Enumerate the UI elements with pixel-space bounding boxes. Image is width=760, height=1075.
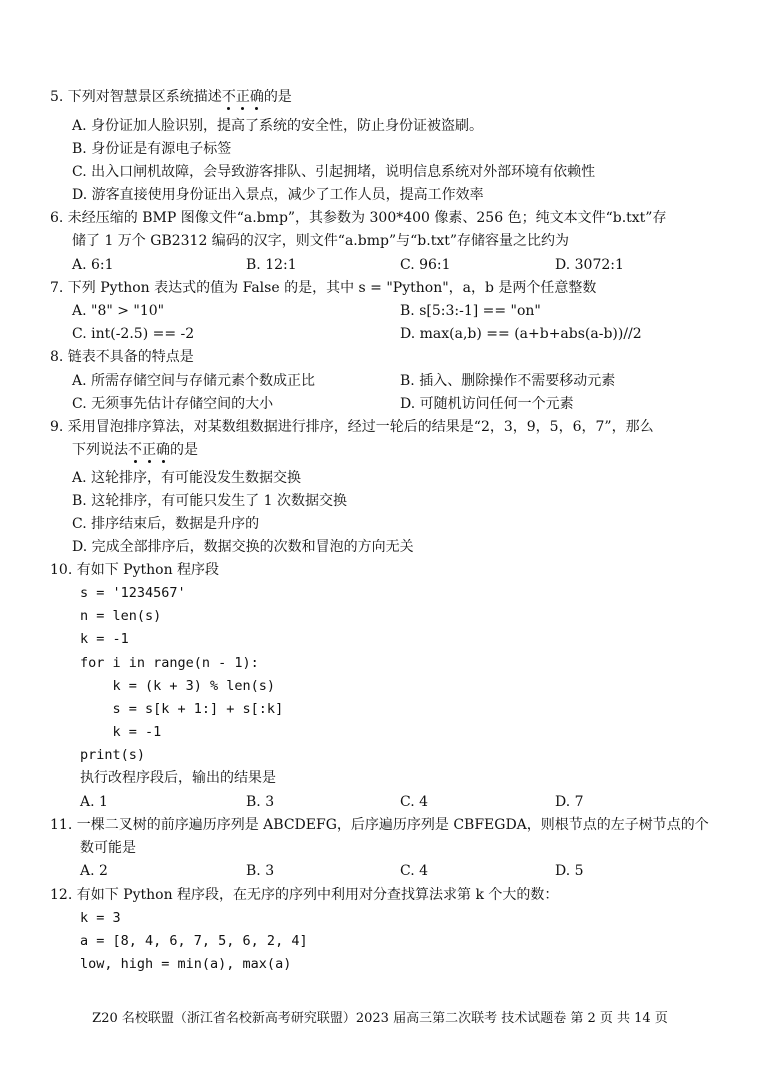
q11-option-a: A. 2 xyxy=(80,863,108,879)
q6-option-d: D. 3072:1 xyxy=(555,257,624,273)
q10-option-b: B. 3 xyxy=(246,794,275,810)
q5-option-d: D. 游客直接使用身份证出入景点，减少了工作人员，提高工作效率 xyxy=(72,187,484,203)
q12-code-line: low, high = min(a), max(a) xyxy=(80,956,292,972)
q10-stem: 10. 有如下 Python 程序段 xyxy=(50,562,220,578)
q9-option-b: B. 这轮排序，有可能只发生了 1 次数据交换 xyxy=(72,493,347,509)
q9-option-d: D. 完成全部排序后，数据交换的次数和冒泡的方向无关 xyxy=(72,539,414,555)
q5-option-a: A. 身份证加人脸识别，提高了系统的安全性，防止身份证被盗刷。 xyxy=(72,118,484,134)
q10-code-line: k = -1 xyxy=(80,631,129,647)
q5-stem-text: 的是 xyxy=(263,89,292,105)
q7-option-a: A. "8" > "10" xyxy=(72,303,165,319)
q12-code-line: k = 3 xyxy=(80,910,121,926)
q12-stem: 12. 有如下 Python 程序段，在无序的序列中利用对分查找算法求第 k 个大的数： xyxy=(50,887,559,903)
emphasis-dot-char: 确 xyxy=(249,89,264,105)
q11-stem-line2: 数可能是 xyxy=(80,840,136,856)
q10-after-text: 执行改程序段后，输出的结果是 xyxy=(80,770,276,786)
q10-code-line: s = '1234567' xyxy=(80,585,186,601)
q9-option-c: C. 排序结束后，数据是升序的 xyxy=(72,516,260,532)
q8-stem: 8. 链表不具备的特点是 xyxy=(50,349,194,365)
emphasis-dot-char: 确 xyxy=(156,442,170,458)
q7-stem: 7. 下列 Python 表达式的值为 False 的是，其中 s = "Python"，a，b 是两个任意整数 xyxy=(50,280,597,296)
q11-option-b: B. 3 xyxy=(246,863,275,879)
q5-option-b: B. 身份证是有源电子标签 xyxy=(72,141,232,157)
q8-option-b: B. 插入、删除操作不需要移动元素 xyxy=(400,373,616,389)
emphasis-dot-char: 不 xyxy=(221,89,236,105)
q8-option-a: A. 所需存储空间与存储元素个数成正比 xyxy=(72,373,316,389)
q9-stem-line1: 9. 采用冒泡排序算法，对某数组数据进行排序，经过一轮后的结果是“2，3，9，5，6，7”，那么 xyxy=(50,419,654,435)
q10-code-line: print(s) xyxy=(80,747,146,763)
q11-option-d: D. 5 xyxy=(555,863,584,879)
q10-option-d: D. 7 xyxy=(555,794,584,810)
q6-option-c: C. 96:1 xyxy=(400,257,451,273)
q10-code-line: k = -1 xyxy=(80,724,162,740)
q9-stem-line2 xyxy=(72,441,198,459)
q8-option-d: D. 可随机访问任何一个元素 xyxy=(400,396,574,412)
q6-stem-line2: 储了 1 万个 GB2312 编码的汉字，则文件“a.bmp”与“b.txt”存储容量之比约为 xyxy=(72,233,569,249)
q5-stem xyxy=(50,88,292,106)
q5-option-c: C. 出入口闸机故障，会导致游客排队、引起拥堵，说明信息系统对外部环境有依赖性 xyxy=(72,164,596,180)
q10-code-line: s = s[k + 1:] + s[:k] xyxy=(80,701,284,717)
q6-option-b: B. 12:1 xyxy=(246,257,297,273)
q8-option-c: C. 无须事先估计存储空间的大小 xyxy=(72,396,274,412)
q10-code-line: k = (k + 3) % len(s) xyxy=(80,678,276,694)
q12-code-line: a = [8, 4, 6, 7, 5, 6, 2, 4] xyxy=(80,933,308,949)
emphasis-dot-char: 正 xyxy=(142,442,156,458)
emphasis-dot-char: 不 xyxy=(128,442,142,458)
q9-option-a: A. 这轮排序，有可能没发生数据交换 xyxy=(72,470,302,486)
q6-option-a: A. 6:1 xyxy=(72,257,114,273)
q9-stem-text: 的是 xyxy=(170,442,198,458)
q10-option-c: C. 4 xyxy=(400,794,429,810)
q7-option-c: C. int(-2.5) == -2 xyxy=(72,326,195,342)
q10-code-line: for i in range(n - 1): xyxy=(80,655,259,671)
q9-stem-text: 下列说法 xyxy=(72,442,128,458)
q7-option-b: B. s[5:3:-1] == "on" xyxy=(400,303,541,319)
q11-option-c: C. 4 xyxy=(400,863,429,879)
emphasis-dot-char: 正 xyxy=(235,89,250,105)
q10-option-a: A. 1 xyxy=(80,794,108,810)
q5-stem-text: 5. 下列对智慧景区系统描述 xyxy=(50,89,222,105)
q7-option-d: D. max(a,b) == (a+b+abs(a-b))//2 xyxy=(400,326,642,342)
q10-code-line: n = len(s) xyxy=(80,608,162,624)
q6-stem-line1: 6. 未经压缩的 BMP 图像文件“a.bmp”，其参数为 300*400 像素、256 色；纯文本文件“b.txt”存 xyxy=(50,210,667,226)
q11-stem-line1: 11. 一棵二叉树的前序遍历序列是 ABCDEFG，后序遍历序列是 CBFEGDA，则根节点的左子树节点的个 xyxy=(50,817,709,833)
page-footer: Z20 名校联盟（浙江省名校新高考研究联盟）2023 届高三第二次联考 技术试题卷 第 2 页 共 14 页 xyxy=(92,1011,668,1026)
